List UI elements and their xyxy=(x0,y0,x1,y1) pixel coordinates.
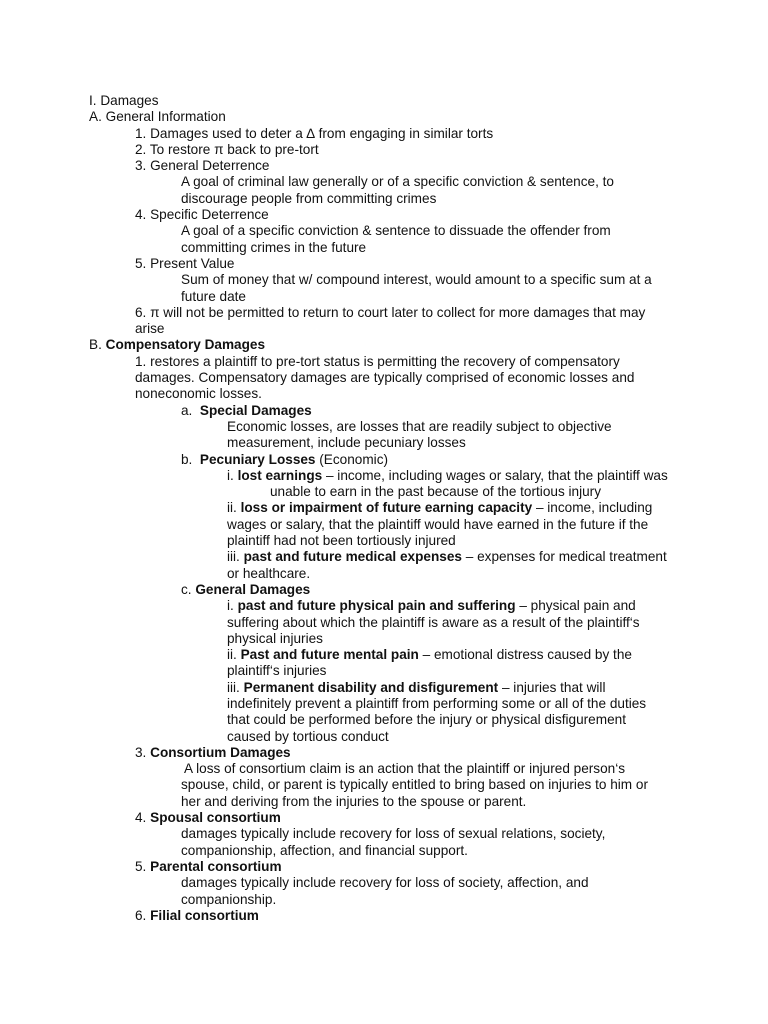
special-damages-title: Special Damages xyxy=(199,402,312,418)
physical-pain-term: past and future physical pain and suffering xyxy=(237,598,516,614)
physical-pain-item xyxy=(89,598,689,614)
a1-line: 1. Damages used to deter a ∆ from engaging in similar torts xyxy=(135,125,494,141)
spousal-consortium-heading xyxy=(89,810,689,826)
disability-item xyxy=(89,680,689,696)
consortium-damages-text: spouse, child, or parent is typically entitled to bring based on injuries to him or xyxy=(181,777,648,793)
consortium-damages-text: A loss of consortium claim is an action that the plaintiff or injured person‘s xyxy=(181,761,626,777)
list-marker: iii. xyxy=(227,679,244,695)
section-b-heading xyxy=(89,337,689,353)
b1-text: noneconomic losses. xyxy=(135,386,262,402)
disability-term: Permanent disability and disfigurement xyxy=(243,679,499,695)
special-damages-heading xyxy=(89,403,689,419)
b1-text: damages. Compensatory damages are typically comprised of economic losses and xyxy=(135,370,635,386)
disability-text: – injuries that will xyxy=(498,679,606,695)
disability-text: indefinitely prevent a plaintiff from performing some or all of the duties xyxy=(227,695,647,711)
list-marker: ii. xyxy=(227,500,241,516)
lost-earnings-item xyxy=(89,468,689,484)
physical-pain-text: suffering about which the plaintiff is aware as a result of the plaintiff‘s xyxy=(227,614,640,630)
lost-earnings-text: – income, including wages or salary, that the plaintiff was xyxy=(322,467,668,483)
lost-earnings-term: lost earnings xyxy=(237,467,323,483)
lost-earnings-text: unable to earn in the past because of the tortious injury xyxy=(270,484,601,500)
filial-consortium-heading xyxy=(89,908,689,924)
b1-text: 1. restores a plaintiff to pre-tort status is permitting the recovery of compensatory xyxy=(135,353,620,369)
section-a-heading: A. General Information xyxy=(89,109,226,125)
earning-capacity-term: loss or impairment of future earning capacity xyxy=(240,500,533,516)
general-damages-title: General Damages xyxy=(195,581,311,597)
spousal-consortium-title: Spousal consortium xyxy=(150,810,281,826)
earning-capacity-item xyxy=(89,500,689,516)
list-marker: iii. xyxy=(227,549,244,565)
consortium-damages-title: Consortium Damages xyxy=(150,744,291,760)
a5-heading: 5. Present Value xyxy=(135,255,235,271)
a5-text: Sum of money that w/ compound interest, would amount to a specific sum at a xyxy=(181,272,652,288)
list-marker: 5. xyxy=(135,858,151,874)
special-damages-text: Economic losses, are losses that are readily subject to objective xyxy=(227,418,612,434)
spousal-consortium-text: companionship, affection, and financial support. xyxy=(181,842,468,858)
list-marker: a. xyxy=(181,402,200,418)
a5-text: future date xyxy=(181,288,246,304)
list-marker: i. xyxy=(227,598,238,614)
parental-consortium-text: damages typically include recovery for loss of society, affection, and xyxy=(181,875,589,891)
mental-pain-text: – emotional distress caused by the xyxy=(418,647,632,663)
a6-line: arise xyxy=(135,321,165,337)
a3-heading: 3. General Deterrence xyxy=(135,158,270,174)
parental-consortium-title: Parental consortium xyxy=(150,858,282,874)
a4-text: A goal of a specific conviction & sentence to dissuade the offender from xyxy=(181,223,611,239)
parental-consortium-text: companionship. xyxy=(181,891,277,907)
a3-text: A goal of criminal law generally or of a specific conviction & sentence, to xyxy=(181,174,614,190)
earning-capacity-text: plaintiff had not been tortiously injured xyxy=(227,533,456,549)
section-b-title: Compensatory Damages xyxy=(105,337,266,353)
earning-capacity-text: wages or salary, that the plaintiff would have earned in the future if the xyxy=(227,516,649,532)
special-damages-text: measurement, include pecuniary losses xyxy=(227,435,466,451)
list-marker: b. xyxy=(181,451,200,467)
list-marker: c. xyxy=(181,581,196,597)
a2-line: 2. To restore π back to pre-tort xyxy=(135,141,319,157)
list-marker: i. xyxy=(227,467,238,483)
disability-text: that could be performed before the injury or physical disfigurement xyxy=(227,712,626,728)
pecuniary-losses-heading xyxy=(89,452,689,468)
physical-pain-text: – physical pain and xyxy=(515,598,636,614)
mental-pain-item xyxy=(89,647,689,663)
section-b-prefix: B. xyxy=(89,337,106,353)
list-marker: 4. xyxy=(135,810,151,826)
earning-capacity-text: – income, including xyxy=(532,500,653,516)
spousal-consortium-text: damages typically include recovery for loss of sexual relations, society, xyxy=(181,826,606,842)
a4-heading: 4. Specific Deterrence xyxy=(135,207,269,223)
medical-expenses-item xyxy=(89,549,689,565)
pecuniary-losses-title: Pecuniary Losses xyxy=(199,451,316,467)
pecuniary-losses-note: (Economic) xyxy=(315,451,389,467)
consortium-damages-text: her and deriving from the injuries to the spouse or parent. xyxy=(181,793,527,809)
mental-pain-term: Past and future mental pain xyxy=(240,647,419,663)
outline-body xyxy=(89,93,689,924)
section-title: I. Damages xyxy=(89,93,159,108)
a3-text: discourage people from committing crimes xyxy=(181,190,437,206)
list-marker: 6. xyxy=(135,907,151,923)
list-marker: ii. xyxy=(227,647,241,663)
list-marker: 3. xyxy=(135,744,151,760)
parental-consortium-heading xyxy=(89,859,689,875)
consortium-damages-heading xyxy=(89,745,689,761)
physical-pain-text: physical injuries xyxy=(227,630,323,646)
a6-line: 6. π will not be permitted to return to court later to collect for more damages that may xyxy=(135,304,646,320)
medical-expenses-term: past and future medical expenses xyxy=(243,549,462,565)
general-damages-heading xyxy=(89,582,689,598)
medical-expenses-text: or healthcare. xyxy=(227,565,311,581)
medical-expenses-text: – expenses for medical treatment xyxy=(461,549,667,565)
mental-pain-text: plaintiff‘s injuries xyxy=(227,663,327,679)
filial-consortium-title: Filial consortium xyxy=(150,907,259,923)
a4-text: committing crimes in the future xyxy=(181,239,367,255)
disability-text: caused by tortious conduct xyxy=(227,728,389,744)
